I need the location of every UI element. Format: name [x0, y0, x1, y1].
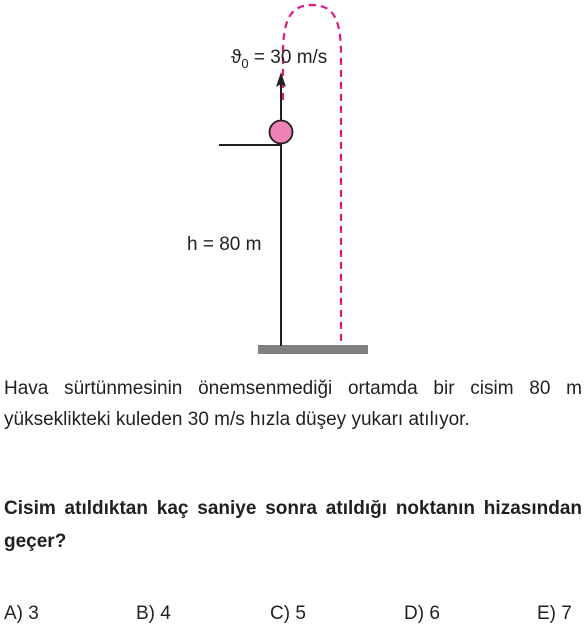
ground-base — [258, 345, 368, 354]
question-text: Cisim atıldıktan kaç saniye sonra atıldığı noktanın hizasından geçer? — [4, 498, 582, 552]
answer-choices — [0, 599, 587, 629]
choice-b[interactable]: B) 4 — [136, 603, 171, 624]
choice-e[interactable]: E) 7 — [537, 603, 572, 624]
velocity-subscript: 0 — [241, 56, 249, 71]
velocity-label — [231, 47, 327, 71]
problem-text: Hava sürtünmesinin önemsenmediği ortamda bir cisim 80 m yükseklikteki kuleden 30 m/s hızla düşey yukarı atılıyor. — [4, 378, 582, 430]
velocity-symbol: ϑ — [231, 47, 242, 68]
height-label: h = 80 m — [187, 234, 262, 255]
choice-a[interactable]: A) 3 — [4, 603, 39, 624]
velocity-value: = 30 m/s — [248, 47, 328, 68]
choice-c[interactable]: C) 5 — [270, 603, 306, 624]
choice-d[interactable]: D) 6 — [404, 603, 440, 624]
ball — [270, 121, 293, 144]
